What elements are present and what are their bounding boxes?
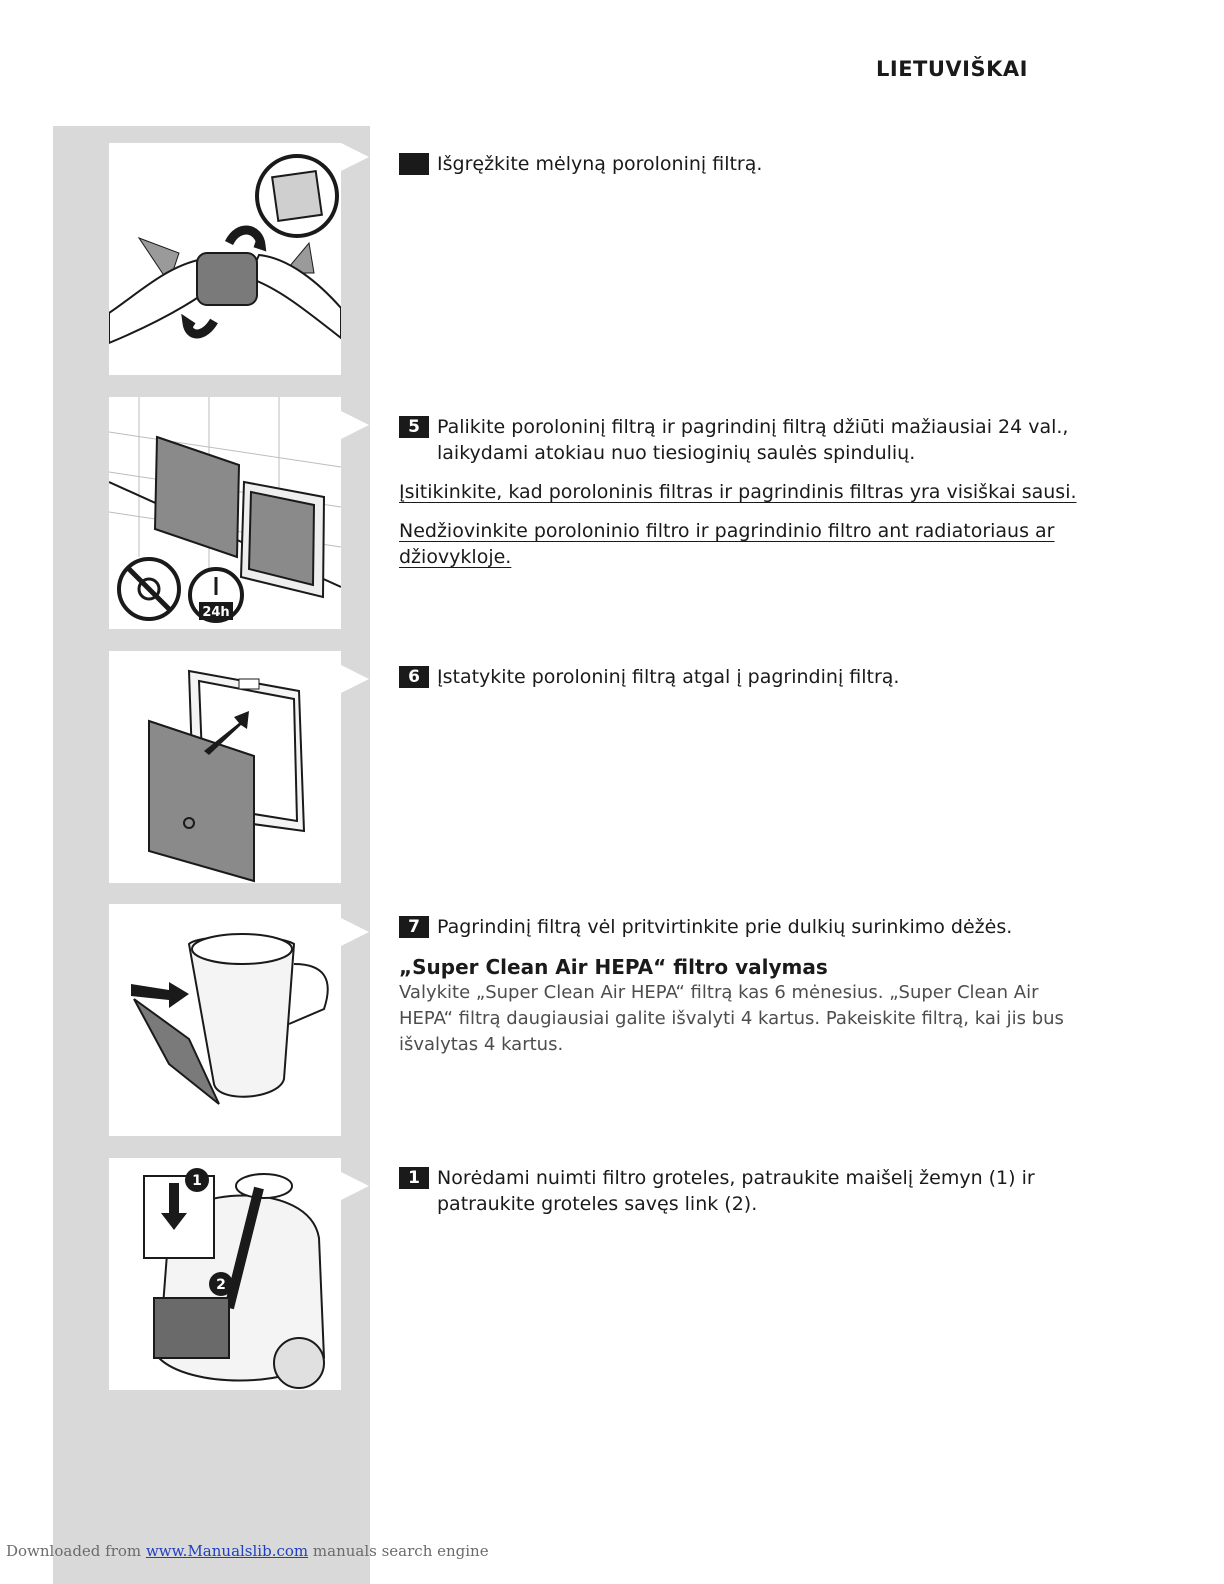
- step-text: Pagrindinį filtrą vėl pritvirtinkite prie dulkių surinkimo dėžės.: [437, 916, 1013, 938]
- illustration-pointer: [341, 1172, 369, 1200]
- illustration-pointer: [341, 918, 369, 946]
- step-block-grille: [399, 1165, 1099, 1217]
- illustration-pointer: [341, 143, 369, 171]
- step-number: 5: [399, 416, 429, 438]
- page-language-header: LIETUVIŠKAI: [876, 57, 1028, 81]
- illustration-remove-grille: [109, 1158, 341, 1390]
- step-block-wring: [399, 151, 1099, 177]
- illustration-pointer: [341, 665, 369, 693]
- callout-1-label: 1: [192, 1173, 202, 1189]
- note-dry-check: Įsitikinkite, kad poroloninis filtras ir pagrindinis filtras yra visiškai sausi.: [399, 481, 1077, 503]
- illustration-attach-filter: [109, 904, 341, 1136]
- manualslib-link[interactable]: www.Manualslib.com: [145, 1542, 309, 1560]
- step-block-dry: [399, 414, 1099, 570]
- step-number: 6: [399, 666, 429, 688]
- attach-filter-drawing: [109, 904, 341, 1136]
- step-text: Įstatykite poroloninį filtrą atgal į pagrindinį filtrą.: [437, 666, 900, 688]
- illustration-pointer: [341, 411, 369, 439]
- illustration-wring-filter: [109, 143, 341, 375]
- step-number: 1: [399, 1167, 429, 1189]
- section-heading: „Super Clean Air HEPA“ filtro valymas: [399, 955, 828, 979]
- note-no-radiator: Nedžiovinkite poroloninio filtro ir pagrindinio filtro ant radiatoriaus ar džiovykloje.: [399, 520, 1055, 568]
- insert-filter-drawing: [109, 651, 341, 883]
- step-text: Išgręžkite mėlyną poroloninį filtrą.: [437, 153, 763, 175]
- illustration-insert-filter: [109, 651, 341, 883]
- step-text: Norėdami nuimti filtro groteles, patraukite maišelį žemyn (1) ir patraukite groteles savęs link (2).: [437, 1167, 1035, 1215]
- step-number: [399, 153, 429, 175]
- remove-grille-drawing: [109, 1158, 341, 1390]
- step-block-attach: [399, 914, 1099, 1058]
- footer-suffix: manuals search engine: [312, 1542, 489, 1560]
- wring-filter-drawing: [109, 143, 341, 375]
- footer-prefix: Downloaded from: [6, 1542, 142, 1560]
- drying-time-label: 24h: [202, 605, 230, 620]
- step-number: 7: [399, 916, 429, 938]
- step-block-insert: [399, 664, 1099, 690]
- illustration-drying-filters: [109, 397, 341, 629]
- section-body: Valykite „Super Clean Air HEPA“ filtrą kas 6 mėnesius. „Super Clean Air HEPA“ filtrą daugiausiai galite išvalyti 4 kartus. Pakeiskite filtrą, kai jis bus išvalytas 4 kartus.: [399, 982, 1064, 1055]
- step-text: Palikite poroloninį filtrą ir pagrindinį filtrą džiūti mažiausiai 24 val., laikydami atokiau nuo tiesioginių saulės spindulių.: [437, 416, 1069, 464]
- download-footer: [6, 1542, 489, 1560]
- drying-filters-drawing: [109, 397, 341, 629]
- callout-2-label: 2: [216, 1277, 226, 1293]
